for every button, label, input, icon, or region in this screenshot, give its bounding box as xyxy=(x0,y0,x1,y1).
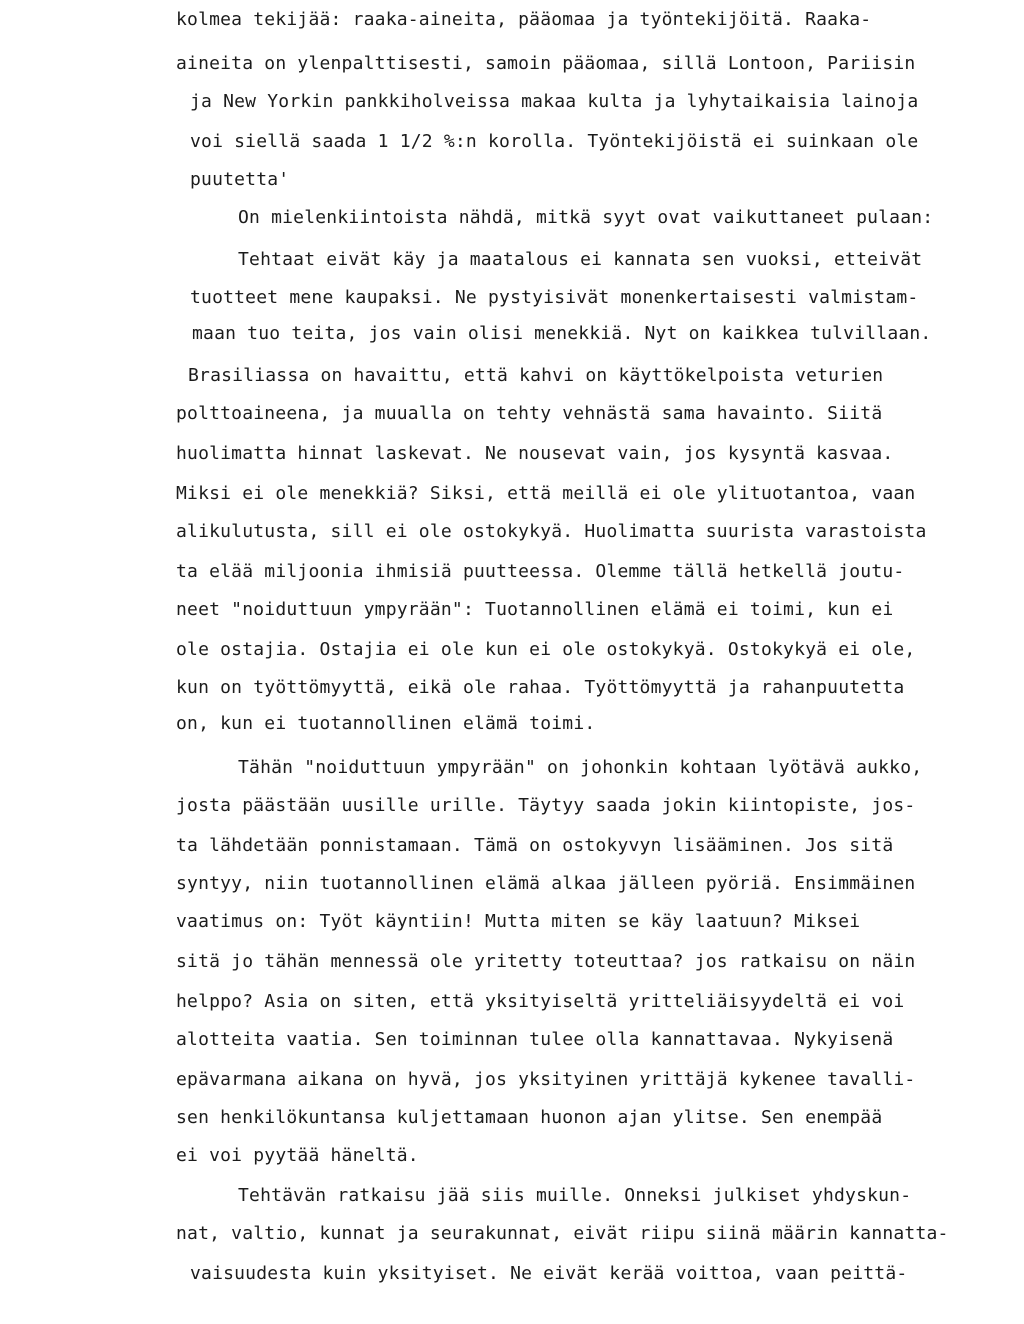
text-line: ei voi pyytää häneltä. xyxy=(176,1145,419,1166)
text-line: josta päästään uusille urille. Täytyy saada jokin kiintopiste, jos- xyxy=(176,795,916,816)
text-line: nat, valtio, kunnat ja seurakunnat, eivät riipu siinä määrin kannatta- xyxy=(176,1223,949,1244)
text-line: sen henkilökuntansa kuljettamaan huonon ajan ylitse. Sen enempää xyxy=(176,1107,883,1128)
text-line: Miksi ei ole menekkiä? Siksi, että meillä ei ole ylituotantoa, vaan xyxy=(176,483,916,504)
text-line: Tehtaat eivät käy ja maatalous ei kannata sen vuoksi, etteivät xyxy=(238,249,923,270)
text-line: polttoaineena, ja muualla on tehty vehnästä sama havainto. Siitä xyxy=(176,403,883,424)
text-line: vaisuudesta kuin yksityiset. Ne eivät kerää voittoa, vaan peittä- xyxy=(190,1263,908,1284)
text-line: on, kun ei tuotannollinen elämä toimi. xyxy=(176,713,596,734)
text-line: ole ostajia. Ostajia ei ole kun ei ole ostokykyä. Ostokykyä ei ole, xyxy=(176,639,916,660)
text-line: syntyy, niin tuotannollinen elämä alkaa jälleen pyöriä. Ensimmäinen xyxy=(176,873,916,894)
text-line: voi siellä saada 1 1/2 %:n korolla. Työntekijöistä ei suinkaan ole xyxy=(190,131,919,152)
text-line: alikulutusta, sill ei ole ostokykyä. Huolimatta suurista varastoista xyxy=(176,521,927,542)
text-line: huolimatta hinnat laskevat. Ne nousevat vain, jos kysyntä kasvaa. xyxy=(176,443,894,464)
text-line: Tehtävän ratkaisu jää siis muille. Onneksi julkiset yhdyskun- xyxy=(238,1185,912,1206)
text-line: vaatimus on: Työt käyntiin! Mutta miten se käy laatuun? Miksei xyxy=(176,911,861,932)
text-line: sitä jo tähän mennessä ole yritetty toteuttaa? jos ratkaisu on näin xyxy=(176,951,916,972)
text-line: On mielenkiintoista nähdä, mitkä syyt ovat vaikuttaneet pulaan: xyxy=(238,207,934,228)
text-line: Brasiliassa on havaittu, että kahvi on käyttökelpoista veturien xyxy=(188,365,884,386)
text-line: kun on työttömyyttä, eikä ole rahaa. Työttömyyttä ja rahanpuutetta xyxy=(176,677,905,698)
text-line: Tähän "noiduttuun ympyrään" on johonkin kohtaan lyötävä aukko, xyxy=(238,757,923,778)
text-line: aineita on ylenpalttisesti, samoin pääomaa, sillä Lontoon, Pariisin xyxy=(176,53,916,74)
text-line: helppo? Asia on siten, että yksityiseltä yritteliäisyydeltä ei voi xyxy=(176,991,905,1012)
text-line: epävarmana aikana on hyvä, jos yksityinen yrittäjä kykenee tavalli- xyxy=(176,1069,916,1090)
text-line: neet "noiduttuun ympyrään": Tuotannollinen elämä ei toimi, kun ei xyxy=(176,599,894,620)
text-line: tuotteet mene kaupaksi. Ne pystyisivät monenkertaisesti valmistam- xyxy=(190,287,919,308)
text-line: kolmea tekijää: raaka-aineita, pääomaa ja työntekijöitä. Raaka- xyxy=(176,9,872,30)
text-line: ta lähdetään ponnistamaan. Tämä on ostokyvyn lisääminen. Jos sitä xyxy=(176,835,894,856)
text-line: maan tuo teita, jos vain olisi menekkiä. Nyt on kaikkea tulvillaan. xyxy=(192,323,932,344)
text-line: ta elää miljoonia ihmisiä puutteessa. Olemme tällä hetkellä joutu- xyxy=(176,561,905,582)
text-line: alotteita vaatia. Sen toiminnan tulee olla kannattavaa. Nykyisenä xyxy=(176,1029,894,1050)
text-line: ja New Yorkin pankkiholveissa makaa kulta ja lyhytaikaisia lainoja xyxy=(190,91,919,112)
text-line: puutetta' xyxy=(190,169,290,190)
